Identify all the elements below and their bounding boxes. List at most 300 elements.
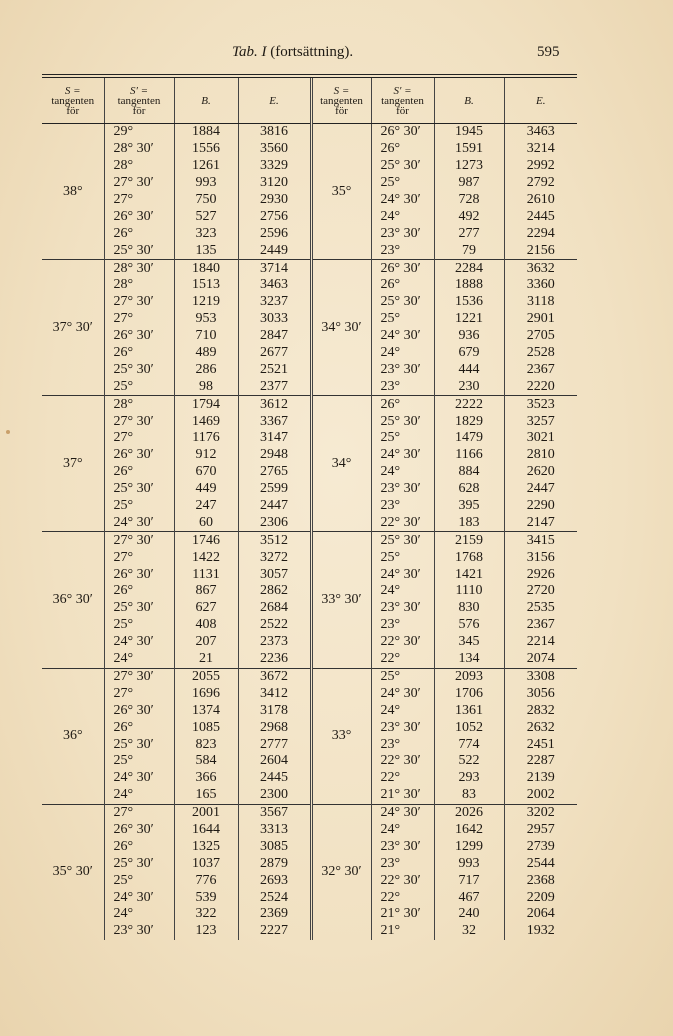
- left-e-value: 2449: [238, 242, 311, 259]
- right-b-value: 1361: [434, 702, 504, 719]
- left-s-prime-angle: 27°: [104, 549, 174, 566]
- table-row: [42, 753, 577, 770]
- right-b-value: 1052: [434, 719, 504, 736]
- right-b-value: 1829: [434, 413, 504, 430]
- table-row: [42, 277, 577, 294]
- right-e-value: 2290: [504, 498, 577, 515]
- right-b-value: 774: [434, 736, 504, 753]
- right-b-value: 2093: [434, 668, 504, 685]
- table-row: [42, 889, 577, 906]
- left-b-value: 1840: [174, 260, 238, 277]
- right-e-value: 2214: [504, 634, 577, 651]
- left-s-prime-angle: 26° 30′: [104, 447, 174, 464]
- right-s-prime-angle: 25° 30′: [371, 532, 434, 549]
- left-b-value: 776: [174, 872, 238, 889]
- table-row: [42, 668, 577, 685]
- right-e-value: 2620: [504, 464, 577, 481]
- left-e-value: 3033: [238, 311, 311, 328]
- left-s-prime-angle: 25°: [104, 872, 174, 889]
- right-s-prime-angle: 24°: [371, 464, 434, 481]
- left-e-value: 3612: [238, 396, 311, 413]
- left-s-prime-angle: 28° 30′: [104, 141, 174, 158]
- left-s-prime-angle: 26°: [104, 719, 174, 736]
- right-b-value: 1945: [434, 124, 504, 141]
- table-row: [42, 600, 577, 617]
- left-s-prime-angle: 24°: [104, 787, 174, 804]
- right-e-value: 2632: [504, 719, 577, 736]
- right-e-value: 2926: [504, 566, 577, 583]
- table-row: [42, 514, 577, 531]
- left-e-value: 2447: [238, 498, 311, 515]
- left-s-prime-angle: 26° 30′: [104, 566, 174, 583]
- right-e-value: 3360: [504, 277, 577, 294]
- left-b-value: 60: [174, 514, 238, 531]
- right-b-value: 277: [434, 225, 504, 242]
- left-s-prime-angle: 27° 30′: [104, 294, 174, 311]
- left-e-value: 2521: [238, 361, 311, 378]
- left-s-prime-angle: 25°: [104, 617, 174, 634]
- right-e-value: 2147: [504, 514, 577, 531]
- right-b-value: 2026: [434, 804, 504, 821]
- table-row: [42, 906, 577, 923]
- left-b-value: 135: [174, 242, 238, 259]
- left-group-label: 37° 30′: [42, 260, 104, 396]
- right-s-prime-angle: 23° 30′: [371, 838, 434, 855]
- table-row: [42, 770, 577, 787]
- right-b-value: 522: [434, 753, 504, 770]
- page-number: 595: [537, 44, 560, 60]
- left-e-value: 2522: [238, 617, 311, 634]
- right-s-prime-angle: 24°: [371, 822, 434, 839]
- left-b-value: 527: [174, 208, 238, 225]
- table-row: [42, 549, 577, 566]
- right-group-label: 33°: [311, 668, 371, 804]
- right-e-value: 2901: [504, 311, 577, 328]
- right-e-value: 3415: [504, 532, 577, 549]
- left-s-prime-angle: 24° 30′: [104, 889, 174, 906]
- left-e-value: 2369: [238, 906, 311, 923]
- table-row: [42, 464, 577, 481]
- right-e-value: 2992: [504, 158, 577, 175]
- table-row: [42, 294, 577, 311]
- left-b-value: 1131: [174, 566, 238, 583]
- right-s-prime-angle: 21°: [371, 923, 434, 940]
- left-e-value: 3120: [238, 175, 311, 192]
- left-b-value: 627: [174, 600, 238, 617]
- left-b-value: 1374: [174, 702, 238, 719]
- title-tab: Tab.: [232, 44, 262, 60]
- table-row: [42, 447, 577, 464]
- left-b-value: 1884: [174, 124, 238, 141]
- right-e-value: 2535: [504, 600, 577, 617]
- right-s-prime-angle: 25°: [371, 430, 434, 447]
- left-e-value: 3567: [238, 804, 311, 821]
- left-s-prime-angle: 23° 30′: [104, 923, 174, 940]
- left-s-prime-angle: 25°: [104, 753, 174, 770]
- ink-spot: [6, 430, 10, 434]
- left-e-value: 2756: [238, 208, 311, 225]
- left-e-value: 2599: [238, 481, 311, 498]
- left-s-prime-angle: 26° 30′: [104, 208, 174, 225]
- left-e-value: 3313: [238, 822, 311, 839]
- left-e-value: 2596: [238, 225, 311, 242]
- left-b-value: 1219: [174, 294, 238, 311]
- right-s-prime-angle: 23° 30′: [371, 719, 434, 736]
- table-row: [42, 872, 577, 889]
- left-e-value: 2604: [238, 753, 311, 770]
- right-b-value: 183: [434, 514, 504, 531]
- left-b-value: 750: [174, 192, 238, 209]
- right-e-value: 2002: [504, 787, 577, 804]
- right-b-value: 1110: [434, 583, 504, 600]
- left-b-value: 1696: [174, 685, 238, 702]
- right-b-value: 230: [434, 378, 504, 395]
- table-row: [42, 685, 577, 702]
- left-b-value: 247: [174, 498, 238, 515]
- left-e-value: 3272: [238, 549, 311, 566]
- col-head-b: B.: [174, 78, 238, 124]
- left-e-value: 3714: [238, 260, 311, 277]
- right-b-value: 936: [434, 328, 504, 345]
- right-e-value: 2074: [504, 651, 577, 668]
- table-body: [42, 124, 577, 940]
- right-b-value: 444: [434, 361, 504, 378]
- left-e-value: 2847: [238, 328, 311, 345]
- table-row: [42, 413, 577, 430]
- left-b-value: 366: [174, 770, 238, 787]
- right-s-prime-angle: 24°: [371, 583, 434, 600]
- right-s-prime-angle: 21° 30′: [371, 787, 434, 804]
- tangent-table: [42, 74, 577, 940]
- table-row: [42, 736, 577, 753]
- right-s-prime-angle: 22°: [371, 770, 434, 787]
- table-row: [42, 311, 577, 328]
- table-row: [42, 855, 577, 872]
- table-row: [42, 702, 577, 719]
- right-e-value: 2287: [504, 753, 577, 770]
- table-row: [42, 158, 577, 175]
- table-row: [42, 378, 577, 395]
- left-s-prime-angle: 27° 30′: [104, 175, 174, 192]
- left-group-label: 38°: [42, 124, 104, 260]
- left-s-prime-angle: 27°: [104, 430, 174, 447]
- left-e-value: 3085: [238, 838, 311, 855]
- table-row: [42, 208, 577, 225]
- right-e-value: 2739: [504, 838, 577, 855]
- left-b-value: 1469: [174, 413, 238, 430]
- left-s-prime-angle: 27° 30′: [104, 668, 174, 685]
- right-group-label: 32° 30′: [311, 804, 371, 940]
- left-s-prime-angle: 28°: [104, 396, 174, 413]
- right-s-prime-angle: 24°: [371, 208, 434, 225]
- right-e-value: 2156: [504, 242, 577, 259]
- table-row: [42, 498, 577, 515]
- right-s-prime-angle: 24° 30′: [371, 192, 434, 209]
- left-b-value: 1176: [174, 430, 238, 447]
- left-b-value: 1746: [174, 532, 238, 549]
- left-group-label: 37°: [42, 396, 104, 532]
- table-row: [42, 532, 577, 549]
- right-b-value: 395: [434, 498, 504, 515]
- header-row: [42, 78, 577, 124]
- right-b-value: 1888: [434, 277, 504, 294]
- left-e-value: 2862: [238, 583, 311, 600]
- right-s-prime-angle: 26°: [371, 141, 434, 158]
- left-s-prime-angle: 25° 30′: [104, 855, 174, 872]
- right-e-value: 2367: [504, 617, 577, 634]
- left-s-prime-angle: 25°: [104, 498, 174, 515]
- right-b-value: 679: [434, 345, 504, 362]
- right-e-value: 2294: [504, 225, 577, 242]
- title-continuation: (fortsättning).: [266, 44, 354, 60]
- right-s-prime-angle: 26°: [371, 277, 434, 294]
- left-e-value: 2373: [238, 634, 311, 651]
- right-s-prime-angle: 21° 30′: [371, 906, 434, 923]
- right-s-prime-angle: 22° 30′: [371, 753, 434, 770]
- table-row: [42, 124, 577, 141]
- left-b-value: 539: [174, 889, 238, 906]
- right-s-prime-angle: 24°: [371, 345, 434, 362]
- right-s-prime-angle: 25° 30′: [371, 294, 434, 311]
- right-e-value: 2445: [504, 208, 577, 225]
- table-row: [42, 583, 577, 600]
- left-s-prime-angle: 25° 30′: [104, 600, 174, 617]
- right-s-prime-angle: 24° 30′: [371, 566, 434, 583]
- right-b-value: 628: [434, 481, 504, 498]
- right-e-value: 3021: [504, 430, 577, 447]
- left-e-value: 3237: [238, 294, 311, 311]
- left-group-label: 35° 30′: [42, 804, 104, 940]
- table-row: [42, 923, 577, 940]
- left-e-value: 2968: [238, 719, 311, 736]
- right-b-value: 1421: [434, 566, 504, 583]
- left-b-value: 1556: [174, 141, 238, 158]
- left-e-value: 2306: [238, 514, 311, 531]
- left-s-prime-angle: 26°: [104, 583, 174, 600]
- right-b-value: 32: [434, 923, 504, 940]
- right-b-value: 1706: [434, 685, 504, 702]
- left-e-value: 2693: [238, 872, 311, 889]
- table-row: [42, 804, 577, 821]
- left-e-value: 2677: [238, 345, 311, 362]
- left-s-prime-angle: 27°: [104, 804, 174, 821]
- right-s-prime-angle: 24° 30′: [371, 685, 434, 702]
- left-e-value: 3057: [238, 566, 311, 583]
- left-s-prime-angle: 24° 30′: [104, 634, 174, 651]
- right-e-value: 2720: [504, 583, 577, 600]
- right-b-value: 1273: [434, 158, 504, 175]
- right-e-value: 3202: [504, 804, 577, 821]
- left-b-value: 21: [174, 651, 238, 668]
- left-e-value: 2777: [238, 736, 311, 753]
- right-s-prime-angle: 24° 30′: [371, 804, 434, 821]
- left-b-value: 1261: [174, 158, 238, 175]
- right-b-value: 1299: [434, 838, 504, 855]
- right-e-value: 2544: [504, 855, 577, 872]
- right-b-value: 576: [434, 617, 504, 634]
- right-s-prime-angle: 26° 30′: [371, 124, 434, 141]
- left-group-label: 36° 30′: [42, 532, 104, 668]
- right-e-value: 3463: [504, 124, 577, 141]
- right-e-value: 3214: [504, 141, 577, 158]
- left-b-value: 823: [174, 736, 238, 753]
- right-e-value: 3056: [504, 685, 577, 702]
- table-row: [42, 430, 577, 447]
- table-row: [42, 141, 577, 158]
- left-b-value: 2055: [174, 668, 238, 685]
- col-head-e-right: E.: [504, 78, 577, 124]
- table-row: [42, 566, 577, 583]
- left-b-value: 710: [174, 328, 238, 345]
- right-e-value: 3156: [504, 549, 577, 566]
- right-s-prime-angle: 23°: [371, 498, 434, 515]
- right-b-value: 240: [434, 906, 504, 923]
- right-s-prime-angle: 25°: [371, 549, 434, 566]
- right-b-value: 492: [434, 208, 504, 225]
- left-e-value: 2879: [238, 855, 311, 872]
- left-e-value: 3329: [238, 158, 311, 175]
- left-s-prime-angle: 27°: [104, 311, 174, 328]
- left-s-prime-angle: 27° 30′: [104, 532, 174, 549]
- left-s-prime-angle: 26°: [104, 345, 174, 362]
- left-s-prime-angle: 27° 30′: [104, 413, 174, 430]
- left-group-label: 36°: [42, 668, 104, 804]
- left-b-value: 165: [174, 787, 238, 804]
- left-e-value: 3672: [238, 668, 311, 685]
- left-e-value: 2445: [238, 770, 311, 787]
- right-e-value: 2957: [504, 822, 577, 839]
- right-s-prime-angle: 24° 30′: [371, 447, 434, 464]
- table-row: [42, 328, 577, 345]
- right-s-prime-angle: 23°: [371, 378, 434, 395]
- left-b-value: 408: [174, 617, 238, 634]
- left-e-value: 2930: [238, 192, 311, 209]
- table-row: [42, 719, 577, 736]
- left-b-value: 323: [174, 225, 238, 242]
- left-b-value: 489: [174, 345, 238, 362]
- left-b-value: 953: [174, 311, 238, 328]
- left-b-value: 123: [174, 923, 238, 940]
- table-row: [42, 361, 577, 378]
- table-row: [42, 838, 577, 855]
- right-s-prime-angle: 23° 30′: [371, 361, 434, 378]
- right-b-value: 2159: [434, 532, 504, 549]
- right-b-value: 728: [434, 192, 504, 209]
- left-b-value: 1325: [174, 838, 238, 855]
- top-rule: [42, 74, 577, 75]
- table-row: [42, 634, 577, 651]
- right-b-value: 1479: [434, 430, 504, 447]
- right-s-prime-angle: 25° 30′: [371, 158, 434, 175]
- left-e-value: 2377: [238, 378, 311, 395]
- table-row: [42, 225, 577, 242]
- left-e-value: 3816: [238, 124, 311, 141]
- left-s-prime-angle: 25° 30′: [104, 736, 174, 753]
- right-b-value: 993: [434, 855, 504, 872]
- left-s-prime-angle: 24° 30′: [104, 770, 174, 787]
- right-s-prime-angle: 23° 30′: [371, 225, 434, 242]
- left-b-value: 1794: [174, 396, 238, 413]
- right-b-value: 717: [434, 872, 504, 889]
- left-b-value: 98: [174, 378, 238, 395]
- right-s-prime-angle: 23° 30′: [371, 600, 434, 617]
- left-s-prime-angle: 29°: [104, 124, 174, 141]
- left-e-value: 3147: [238, 430, 311, 447]
- right-b-value: 134: [434, 651, 504, 668]
- right-e-value: 2368: [504, 872, 577, 889]
- right-s-prime-angle: 24° 30′: [371, 328, 434, 345]
- left-s-prime-angle: 24°: [104, 651, 174, 668]
- right-b-value: 1642: [434, 822, 504, 839]
- table-row: [42, 481, 577, 498]
- right-group-label: 34° 30′: [311, 260, 371, 396]
- left-e-value: 3367: [238, 413, 311, 430]
- left-s-prime-angle: 26°: [104, 225, 174, 242]
- right-s-prime-angle: 23°: [371, 855, 434, 872]
- right-s-prime-angle: 23°: [371, 736, 434, 753]
- right-group-label: 33° 30′: [311, 532, 371, 668]
- left-s-prime-angle: 25° 30′: [104, 481, 174, 498]
- left-s-prime-angle: 26° 30′: [104, 822, 174, 839]
- right-b-value: 1536: [434, 294, 504, 311]
- table-row: [42, 396, 577, 413]
- col-head-s-prime-right: S′ = tangenten för: [371, 78, 434, 124]
- right-b-value: 79: [434, 242, 504, 259]
- left-s-prime-angle: 27°: [104, 192, 174, 209]
- right-b-value: 1221: [434, 311, 504, 328]
- right-b-value: 987: [434, 175, 504, 192]
- right-b-value: 830: [434, 600, 504, 617]
- right-e-value: 3523: [504, 396, 577, 413]
- table-row: [42, 787, 577, 804]
- right-b-value: 2222: [434, 396, 504, 413]
- left-b-value: 1422: [174, 549, 238, 566]
- right-e-value: 2792: [504, 175, 577, 192]
- right-e-value: 2705: [504, 328, 577, 345]
- right-s-prime-angle: 22°: [371, 651, 434, 668]
- left-s-prime-angle: 24° 30′: [104, 514, 174, 531]
- right-b-value: 2284: [434, 260, 504, 277]
- right-b-value: 884: [434, 464, 504, 481]
- left-b-value: 1644: [174, 822, 238, 839]
- right-s-prime-angle: 25°: [371, 175, 434, 192]
- running-head: [0, 44, 673, 64]
- right-e-value: 2139: [504, 770, 577, 787]
- col-head-b-right: B.: [434, 78, 504, 124]
- left-e-value: 2524: [238, 889, 311, 906]
- table-row: [42, 617, 577, 634]
- table-title: [232, 44, 353, 61]
- title-roman-numeral: I: [261, 44, 267, 60]
- left-e-value: 3412: [238, 685, 311, 702]
- left-s-prime-angle: 26°: [104, 838, 174, 855]
- table-row: [42, 192, 577, 209]
- right-e-value: 2528: [504, 345, 577, 362]
- left-b-value: 993: [174, 175, 238, 192]
- left-b-value: 1085: [174, 719, 238, 736]
- left-b-value: 322: [174, 906, 238, 923]
- left-b-value: 584: [174, 753, 238, 770]
- right-s-prime-angle: 22° 30′: [371, 634, 434, 651]
- right-e-value: 2220: [504, 378, 577, 395]
- right-b-value: 1768: [434, 549, 504, 566]
- right-e-value: 3118: [504, 294, 577, 311]
- right-s-prime-angle: 25°: [371, 668, 434, 685]
- left-s-prime-angle: 26°: [104, 464, 174, 481]
- right-e-value: 2209: [504, 889, 577, 906]
- right-s-prime-angle: 23° 30′: [371, 481, 434, 498]
- left-b-value: 670: [174, 464, 238, 481]
